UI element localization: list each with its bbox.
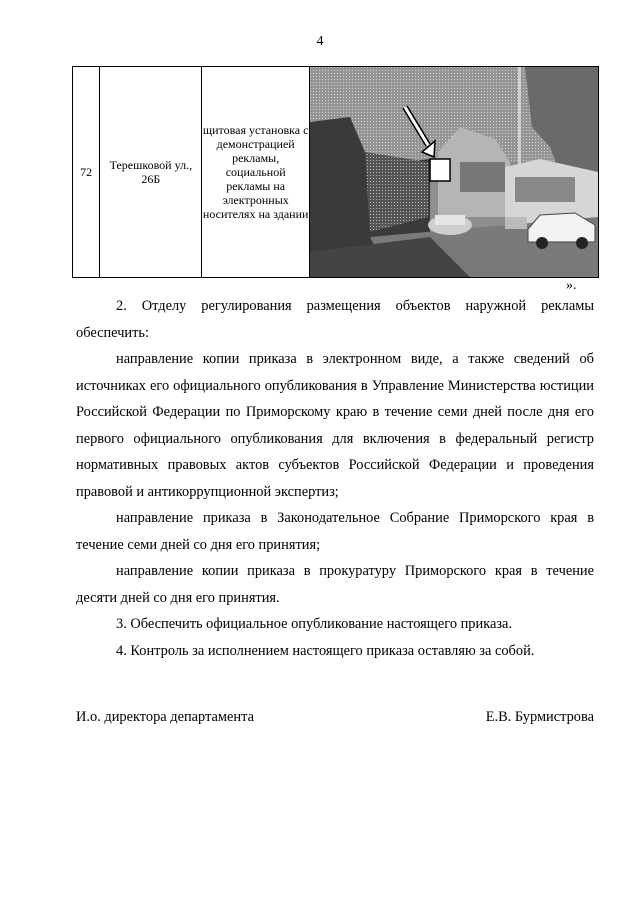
row-address: Терешковой ул., 26Б [100,67,202,278]
paragraph-item-4: 4. Контроль за исполнением настоящего приказа оставляю за собой. [116,642,535,659]
advertising-table [72,66,599,278]
row-number: 72 [73,67,100,278]
page-number: 4 [316,34,324,49]
table-row [73,67,599,278]
street-photo [310,67,598,277]
paragraph-item-3: 3. Обеспечить официальное опубликование настоящего приказа. [116,616,513,632]
signatory-name: Е.В. Бурмистрова [485,709,594,725]
paragraph-copy-to-ministry: направление копии приказа в электронном виде, а также сведений об источниках его официального опубликования в Управление Министерства юстиции Российской Федерации по Приморскому краю в течение семи дней после дня его первого официального опубликования для включения в федеральный регистр нормативных правовых актов субъектов Российской Федерации и проведения правовой и антикоррупционной экспертиз; [76,351,594,500]
closing-quote: ». [566,278,577,293]
paragraph-to-legislative-assembly: направление приказа в Законодательное Собрание Приморского края в течение семи дней со дня его принятия; [76,510,594,553]
signature-block [76,709,594,726]
row-photo-cell [309,67,598,278]
order-body [76,293,594,664]
paragraph-to-prosecutor: направление копии приказа в прокуратуру Приморского края в течение десяти дней со дня его принятия. [76,563,594,606]
row-description: щитовая установка с демонстрацией рекламы, социальной рекламы на электронных носителях на здании [202,67,310,278]
signatory-position: И.о. директора департамента [76,709,254,725]
paragraph-item-2: 2. Отделу регулирования размещения объектов наружной рекламы обеспечить: [76,298,594,341]
